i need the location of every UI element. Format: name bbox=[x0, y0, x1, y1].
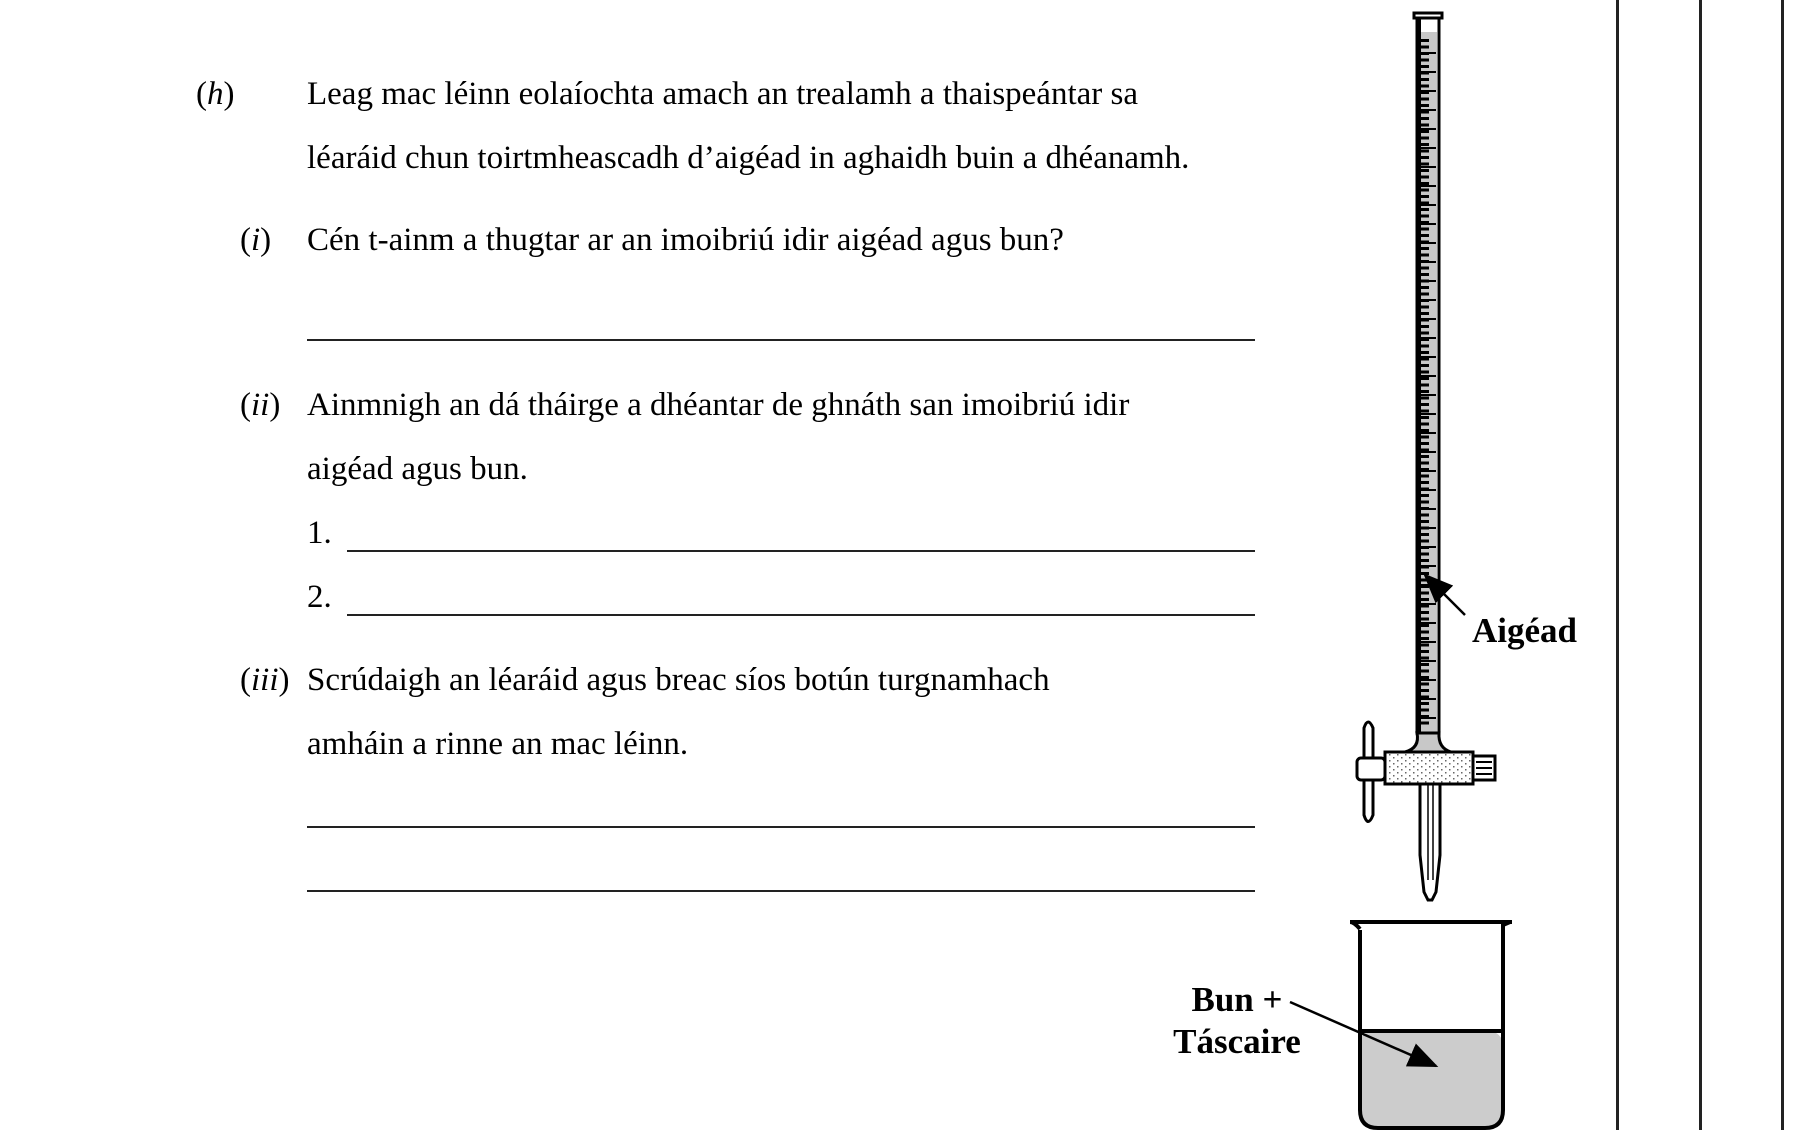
question-stem-line-1: Leag mac léinn eolaíochta amach an trealamh a thaispeántar sa bbox=[307, 76, 1138, 112]
question-stem-line-2: léaráid chun toirtmheascadh d’aigéad in aghaidh buin a dhéanamh. bbox=[307, 140, 1190, 176]
part-i-text: Cén t-ainm a thugtar ar an imoibriú idir aigéad agus bun? bbox=[307, 222, 1064, 258]
part-label-i: (i) bbox=[240, 222, 272, 258]
base-indicator-label-line-2: Táscaire bbox=[1173, 1022, 1301, 1061]
beaker-icon bbox=[1350, 922, 1512, 1128]
base-indicator-label-line-1: Bun + bbox=[1191, 980, 1283, 1019]
part-label-iii: (iii) bbox=[240, 662, 290, 698]
question-label-h: (h) bbox=[196, 76, 235, 112]
part-ii-text-line-1: Ainmnigh an dá tháirge a dhéantar de ghnáth san imoibriú idir bbox=[307, 387, 1130, 423]
answer-number-2: 2. bbox=[307, 579, 332, 615]
burette-icon bbox=[1357, 13, 1495, 900]
part-iii-text-line-1: Scrúdaigh an léaráid agus breac síos botún turgnamhach bbox=[307, 662, 1050, 698]
acid-label: Aigéad bbox=[1472, 611, 1577, 650]
part-iii-text-line-2: amháin a rinne an mac léinn. bbox=[307, 726, 689, 762]
part-ii-text-line-2: aigéad agus bun. bbox=[307, 451, 528, 487]
part-label-ii: (ii) bbox=[240, 387, 281, 423]
answer-number-1: 1. bbox=[307, 515, 332, 551]
